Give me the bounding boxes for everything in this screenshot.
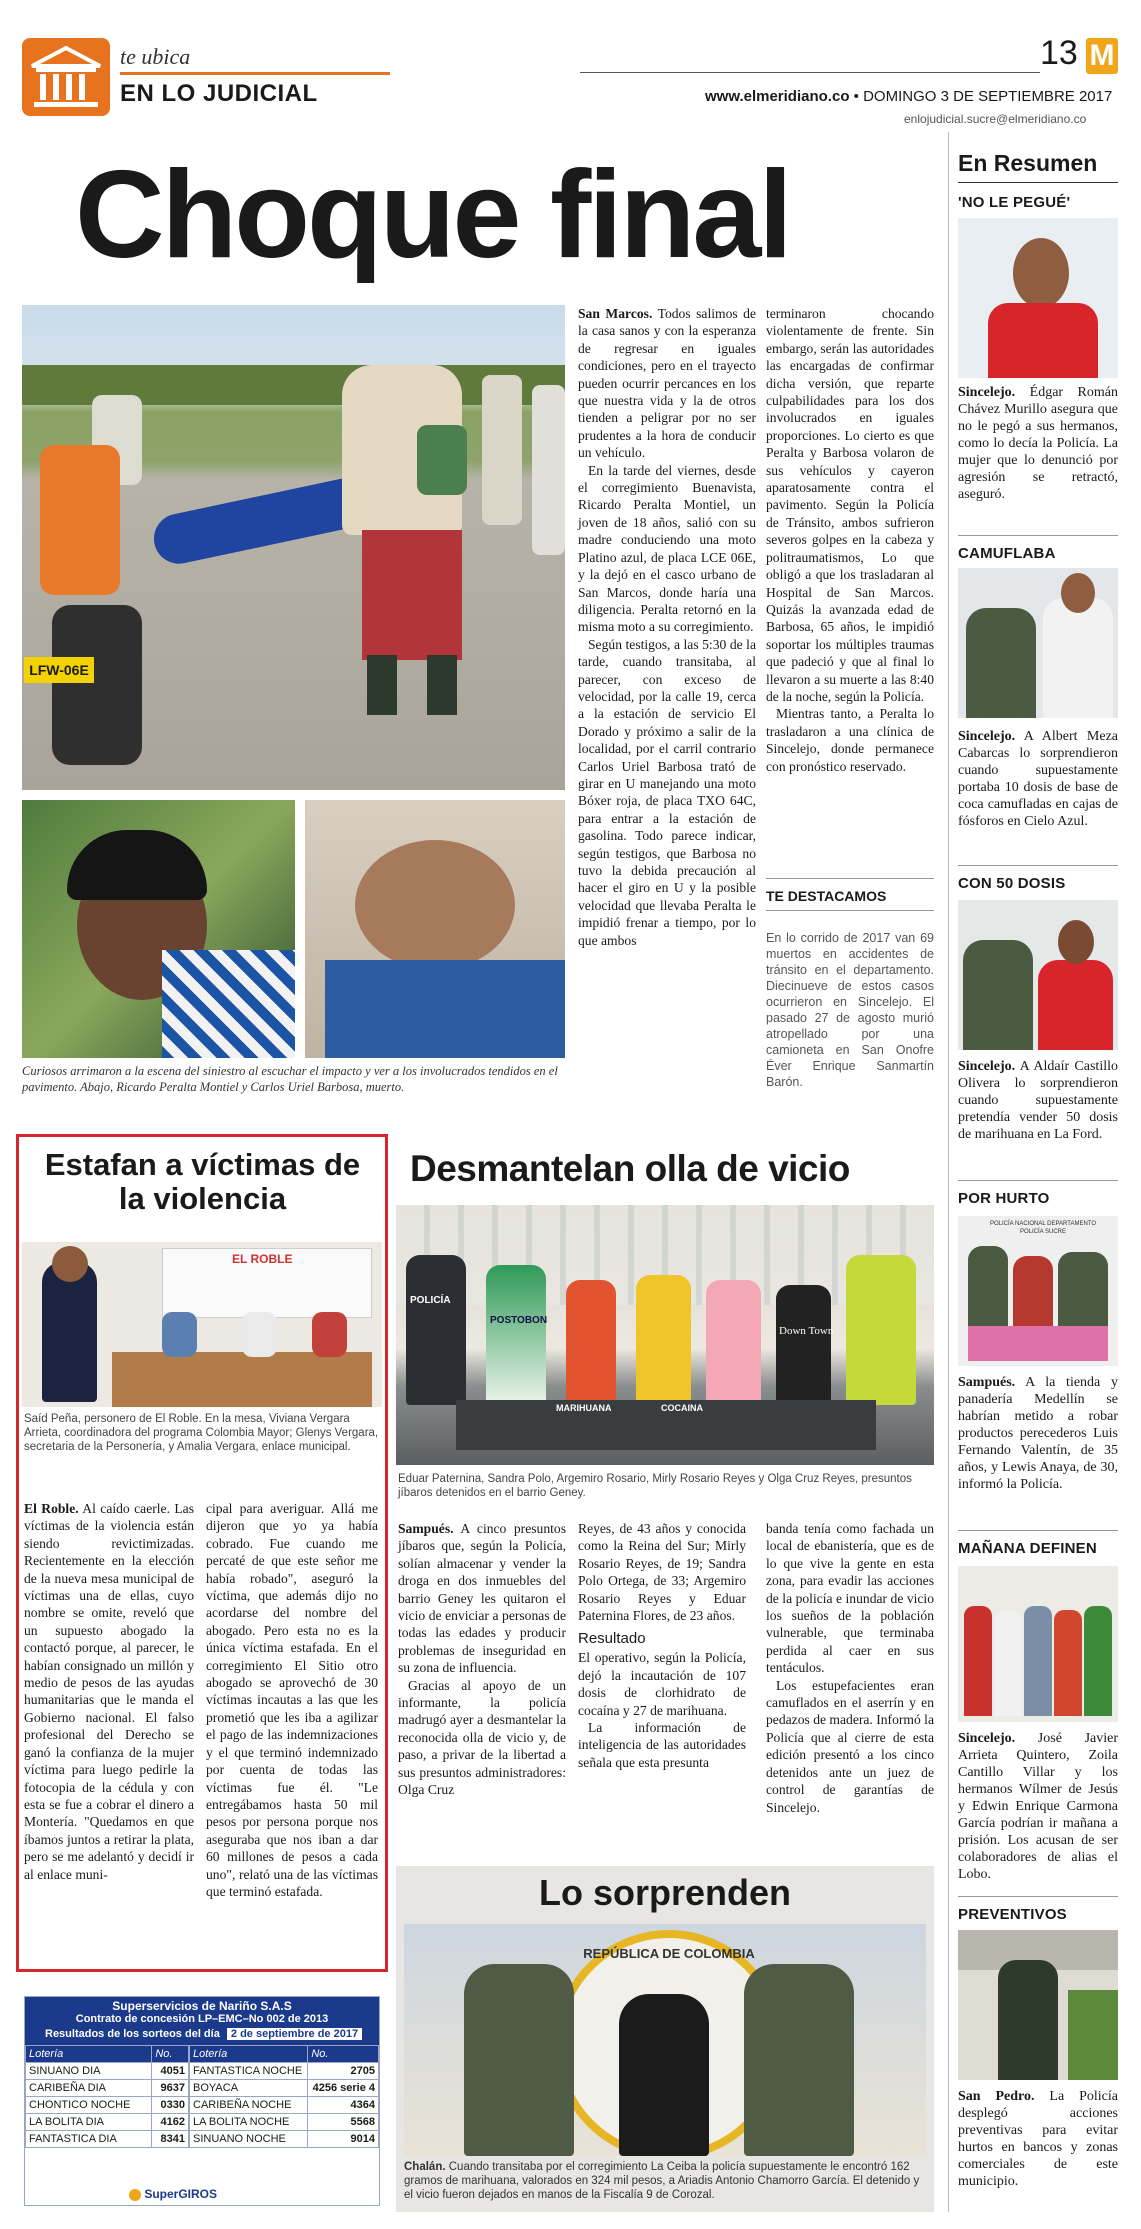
highlight-title: TE DESTACAMOS — [766, 888, 887, 904]
section-title: EN LO JUDICIAL — [120, 80, 318, 107]
estafan-col1-p1: El Roble. Al caído caerle. Las víctimas de la violencia están siendo revictimizadas. Recientemente en la elección de la nueva mesa municipal de víctimas una de ellas, cuyo nombre se omite, reveló que un supuesto abogado la contactó porque, al parecer, le habían consignado un millón y medio de pesos de las ayudas humanitarias que le manda el Gobierno nacional. El falso profesional del Derecho se ganó la confianza de la mujer víctima para luego pedirle la fotocopia de la cédula y con esta se fue a cobrar el dinero a Montería. "Quedamos en que íbamos juntos a retirar la plata, pero se me adelantó y decidí ir al enlace muni- — [24, 1501, 195, 1882]
sidebar-divider — [958, 1530, 1118, 1531]
sidebar-item-text: Sincelejo. A Albert Meza Cabarcas lo sorprendieron cuando supuestamente portaba 10 dosis de base de coca camufladas en cajas de fósforos en Cielo Azul. — [958, 729, 1118, 829]
sidebar-photo-4 — [958, 1216, 1118, 1366]
postobon-badge: POSTOBON — [490, 1315, 548, 1326]
lottery-row: CHONTICO NOCHE 0330 — [26, 2097, 189, 2114]
estafan-headline: Estafan a víctimas de la violencia — [44, 1147, 361, 1216]
lottery-results-row — [25, 2028, 379, 2045]
desmantelan-col2-p1: Reyes, de 43 años y conocida como la Reina del Sur; Mirly Rosario Reyes, de 19; Sandra Polo Ortega, de 33; Argemiro Rosario Reyes y Eduar Paternina Flores, de 23 años. — [578, 1521, 746, 1624]
sidebar-divider — [958, 535, 1118, 536]
sidebar-item-heading: MAÑANA DEFINEN — [958, 1540, 1097, 1557]
sidebar-divider — [958, 1896, 1118, 1897]
main-col1 — [578, 305, 756, 949]
desmantelan-col2-p2: El operativo, según la Policía, dejó la incautación de 107 dosis de clorhidrato de cocaína y 27 de marihuana. — [578, 1650, 746, 1718]
courthouse-icon — [22, 38, 110, 116]
lottery-box — [24, 1996, 380, 2206]
deceased-photo — [305, 800, 565, 1058]
main-col2-p1: terminaron chocando violentamente de frente. Sin embargo, serán las autoridades las encargadas de confirmar dicha versión, que reparte culpabilidades para los dos involucrados en iguales proporciones. Lo cierto es que Peralta y Barbosa volaron de sus vehículos y cayeron aparatosamente contra el pavimento. Según la Policía de Tránsito, ambos sufrieron severos golpes en la cabeza y politraumatismos, Lo que obligó a que los trasladaran al Hospital de San Marcos. Quizás la avanzada edad de Barbosa, 65 años, le impidió soportar los múltiples traumas que padeció y que al final lo llevaron a su muerte a las 8:40 de la noche, según la Policía. — [766, 306, 934, 704]
sidebar-item-heading: POR HURTO — [958, 1190, 1050, 1207]
estafan-caption: Saíd Peña, personero de El Roble. En la mesa, Viviana Vergara Arrieta, coordinadora del programa Colombia Mayor; Glenys Vergara, secretaria de la Personería, y Amalia Vergara, enlace municipal. — [24, 1413, 379, 1453]
wall-text: REPÚBLICA DE COLOMBIA — [583, 1946, 755, 1961]
highlight-text: En lo corrido de 2017 van 69 muertos en accidentes de tránsito en el departamento. Diecinueve de estos casos ocurrieron en Sincelejo. El pasado 27 de agosto murió atropellado por una camioneta en San Onofre Éver Enrique Sanmartín Barón. — [766, 931, 934, 1089]
lottery-row: CARIBEÑA DIA 9637 — [26, 2080, 189, 2097]
hurto-badge: POLICÍA NACIONAL DEPARTAMENTO POLICÍA SUCRE — [989, 1221, 1097, 1235]
main-headline: Choque final — [75, 146, 790, 284]
lottery-results-date: 2 de septiembre de 2017 — [227, 2028, 362, 2040]
section-underline — [120, 72, 390, 75]
lottery-row: CARIBEÑA NOCHE 4364 — [190, 2097, 379, 2114]
sidebar-photo-2 — [958, 568, 1118, 718]
main-col2 — [766, 305, 934, 775]
main-col2-p2: Mientras tanto, a Peralta lo trasladaron a una clínica de Sincelejo, donde permanece con pronóstico reservado. — [766, 706, 934, 774]
brand-logo: M — [1086, 38, 1118, 74]
sidebar-item-heading: CAMUFLABA — [958, 545, 1056, 562]
table-label-cocaina: COCAINA — [661, 1403, 703, 1413]
desmantelan-col1 — [398, 1520, 566, 1799]
lottery-table-right: Lotería No. FANTASTICA NOCHE 2705 BOYACA 4256 serie 4 CARIBEÑA NOCHE 4364 LA BOLITA NOCHE 5568 SINUANO NOCHE 9014 — [189, 2045, 379, 2148]
highlight-rule-top — [766, 878, 934, 879]
page-number: 13 — [1040, 34, 1078, 72]
dateline-site: www.elmeridiano.co — [705, 88, 850, 105]
estafan-col2-p1: cipal para averiguar. Allá me dijeron que yo ya había cobrado. Fue cuando me percaté de que este señor me había robado", aseguró la víctima, que además dijo no acordarse del nombre del abogado. Pero esta no es la única víctima estafada. En el corregimiento El Sitio otro abogado se aprovechó de 30 víctimas incautas a las que les prometió que les iba a agilizar el pago de las indemnizaciones y el que terminó indemnizado por cuenta de todas las víctimas fue él. "Le entregábamos hasta 50 mil pesos por persona porque nos aseguraba que nos iban a dar 60 millones de pesos a cada uno", relató una de las víctimas que terminó estafada. — [206, 1501, 378, 1899]
sidebar-item-text: Sincelejo. José Javier Arrieta Quintero, Zoila Cantillo Villar y los hermanos Wílmer de Jesús y Edwin Enrique Carmona García podrían ir mañana a prisión. Los acusan de ser colaboradores de alias el Lobo. — [958, 1731, 1118, 1882]
desmantelan-col2 — [578, 1520, 746, 1771]
desmantelan-col3 — [766, 1520, 934, 1816]
sidebar-item-heading: PREVENTIVOS — [958, 1906, 1067, 1923]
desmantelan-col1-p1: Sampués. A cinco presuntos jíbaros que, según la Policía, solían almacenar y vender la droga en dos inmuebles del barrio Geney les quitaron el vicio de enviciar a personas de todas las edades y producir problemas de inseguridad en su zona de influencia. — [398, 1521, 566, 1676]
highlight-rule — [766, 910, 934, 911]
lottery-row: SINUANO NOCHE 9014 — [190, 2131, 379, 2148]
supergiros-logo: SuperGIROS — [129, 2187, 217, 2201]
sorprenden-caption: Chalán. Cuando transitaba por el corregimiento La Ceiba la policía supuestamente le encontró 162 gramos de marihuana, valorados en 324 mil pesos, a Ariadis Antonio Chamorro García. El detenido y el vicio fueron dejados en manos de la Fiscalía 9 de Corozal. — [404, 2161, 920, 2201]
sidebar-photo-5 — [958, 1566, 1118, 1722]
sidebar-photo-1 — [958, 218, 1118, 378]
sidebar-item-heading: 'NO LE PEGUÉ' — [958, 194, 1071, 211]
sidebar-item-text: San Pedro. La Policía desplegó acciones preventivas para evitar hurtos en bancos y zonas comerciales de este municipio. — [958, 2089, 1118, 2189]
sidebar-rule — [948, 132, 949, 2212]
desmantelan-col3-p1: banda tenía como fachada un local de ebanistería, que es de lo que vive la gente en esta zona, para evadir las acciones de la policía e inundar de vicio los sueños de la población vulnerable, que terminaba perdida al caer en sus tentáculos. — [766, 1521, 934, 1676]
sorprenden-photo — [404, 1924, 926, 2156]
crash-scene-photo — [22, 305, 565, 790]
sidebar-item-text: Sincelejo. A Aldaír Castillo Olivera lo sorprendieron cuando supuestamente pretendía vender 50 dosis de marihuana en La Ford. — [958, 1059, 1118, 1142]
lottery-row: SINUANO DIA 4051 — [26, 2063, 189, 2080]
table-label-marihuana: MARIHUANA — [556, 1403, 612, 1413]
header-rule — [580, 72, 1040, 73]
desmantelan-caption: Eduar Paternina, Sandra Polo, Argemiro Rosario, Mirly Rosario Reyes y Olga Cruz Reyes, presuntos jíbaros detenidos en el barrio Geney. — [398, 1473, 912, 1499]
section-logo — [22, 38, 110, 116]
lottery-row: BOYACA 4256 serie 4 — [190, 2080, 379, 2097]
desmantelan-subhead: Resultado — [578, 1630, 646, 1648]
main-col1-p2: En la tarde del viernes, desde el corregimiento Buenavista, Ricardo Peralta Montiel, un joven de 18 años, salió con su madre conduciendo una moto Platino azul, de placa LCE 06E, y la dejó en el casco urbano de San Marcos, donde haría una diligencia. Peralta retornó en la misma moto a su corregimiento. — [578, 462, 756, 635]
victim-portrait-photo — [22, 800, 295, 1058]
sidebar-item-text: Sincelejo. Édgar Román Chávez Murillo asegura que no le pegó a sus hermanos, como lo decía la Policía. La mujer que lo denunció por agresión se retractó, aseguró. — [958, 385, 1118, 502]
sorprenden-headline: Lo sorprenden — [538, 1872, 792, 1913]
lottery-row: LA BOLITA DIA 4162 — [26, 2114, 189, 2131]
lottery-company: Superservicios de Nariño S.A.S — [25, 1997, 379, 2013]
desmantelan-col2-p3: La información de inteligencia de las autoridades señala que esta presunta — [578, 1720, 746, 1770]
sidebar-photo-6 — [958, 1930, 1118, 2080]
lottery-table-left: Lotería No. SINUANO DIA 4051 CARIBEÑA DIA 9637 CHONTICO NOCHE 0330 LA BOLITA DIA 4162 FANTASTICA DIA 8341 — [25, 2045, 189, 2148]
desmantelan-headline: Desmantelan olla de vicio — [410, 1148, 850, 1189]
sidebar-title: En Resumen — [958, 150, 1098, 176]
estafan-photo — [22, 1242, 382, 1407]
policia-badge: POLICÍA — [410, 1295, 451, 1306]
lottery-row: FANTASTICA NOCHE 2705 — [190, 2063, 379, 2080]
sidebar-divider — [958, 865, 1118, 866]
shirt-text: Down Town — [779, 1325, 834, 1337]
lottery-row: FANTASTICA DIA 8341 — [26, 2131, 189, 2148]
sorprenden-caption-lead: Chalán. — [404, 2161, 446, 2173]
desmantelan-col1-p2: Gracias al apoyo de un informante, la policía madrugó ayer a desmantelar la reconocida olla de vicio y, de paso, a privar de la libertad a sus presuntos administradores: Olga Cruz — [398, 1677, 566, 1798]
plate: LFW-06E — [24, 657, 94, 683]
desmantelan-col3-p2: Los estupefacientes eran camuflados en el aserrín y en pedazos de madera. Informó la Policía que al cierre de esta edición presentó a los cinco detenidos ante un juez de control de garantías de Sincelejo. — [766, 1677, 934, 1815]
dateline: www.elmeridiano.co • DOMINGO 3 DE SEPTIEMBRE 2017 — [705, 88, 1113, 105]
supergiros-icon — [129, 2189, 141, 2201]
main-col1-p3: Según testigos, a las 5:30 de la tarde, cuando transitaba, al parecer, con exceso de velocidad, por la calle 19, cerca a la estación de servicio El Dorado y próximo a salir de la localidad, por el carril contrario Carlos Uriel Barbosa trató de girar en U manejando una moto Bóxer roja, de placa TXO 64C, para entrar a la estación de gasolina. Todo parece indicar, según testigos, que Barbosa no tuvo la debida precaución al hacer el giro en U y la posible velocidad que llevaba Peralta le impidió frenar a tiempo, por lo que ambos — [578, 636, 756, 948]
estafan-col2 — [206, 1500, 378, 1900]
dateline-date: DOMINGO 3 DE SEPTIEMBRE 2017 — [863, 88, 1113, 105]
desmantelan-photo — [396, 1205, 934, 1465]
main-col1-p1: San Marcos. Todos salimos de la casa sanos y con la esperanza de regresar en iguales condiciones, pero en el trayecto pueden ocurrir percances en los que nuestra vida y la de otros tienden a peligrar por no ser prudentes a la hora de conducir un vehículo. — [578, 306, 757, 461]
sidebar-item-text: Sampués. A la tienda y panadería Medellín se habrían metido a robar productos perecederos Luis Fernando Valentín, de 35 años, y Lewis Anaya, de 30, informó la Policía. — [958, 1375, 1118, 1492]
sidebar-title-rule — [958, 182, 1118, 183]
lottery-contract: Contrato de concesión LP–EMC–No 002 de 2013 — [25, 2013, 379, 2028]
main-caption: Curiosos arrimaron a la escena del siniestro al escuchar el impacto y ver a los involucrados tendidos en el pavimento. Abajo, Ricardo Peralta Montiel y Carlos Uriel Barbosa, muerto. — [22, 1064, 558, 1094]
lottery-row: LA BOLITA NOCHE 5568 — [190, 2114, 379, 2131]
section-small-label: te ubica — [120, 44, 191, 69]
lottery-results-label: Resultados de los sorteos del día — [45, 2028, 220, 2040]
sidebar-photo-3 — [958, 900, 1118, 1050]
estafan-col1 — [24, 1500, 194, 1883]
board-label: EL ROBLE — [232, 1252, 293, 1266]
sidebar-item-heading: CON 50 DOSIS — [958, 875, 1066, 892]
header-email: enlojudicial.sucre@elmeridiano.co — [904, 112, 1087, 126]
sidebar-divider — [958, 1180, 1118, 1181]
